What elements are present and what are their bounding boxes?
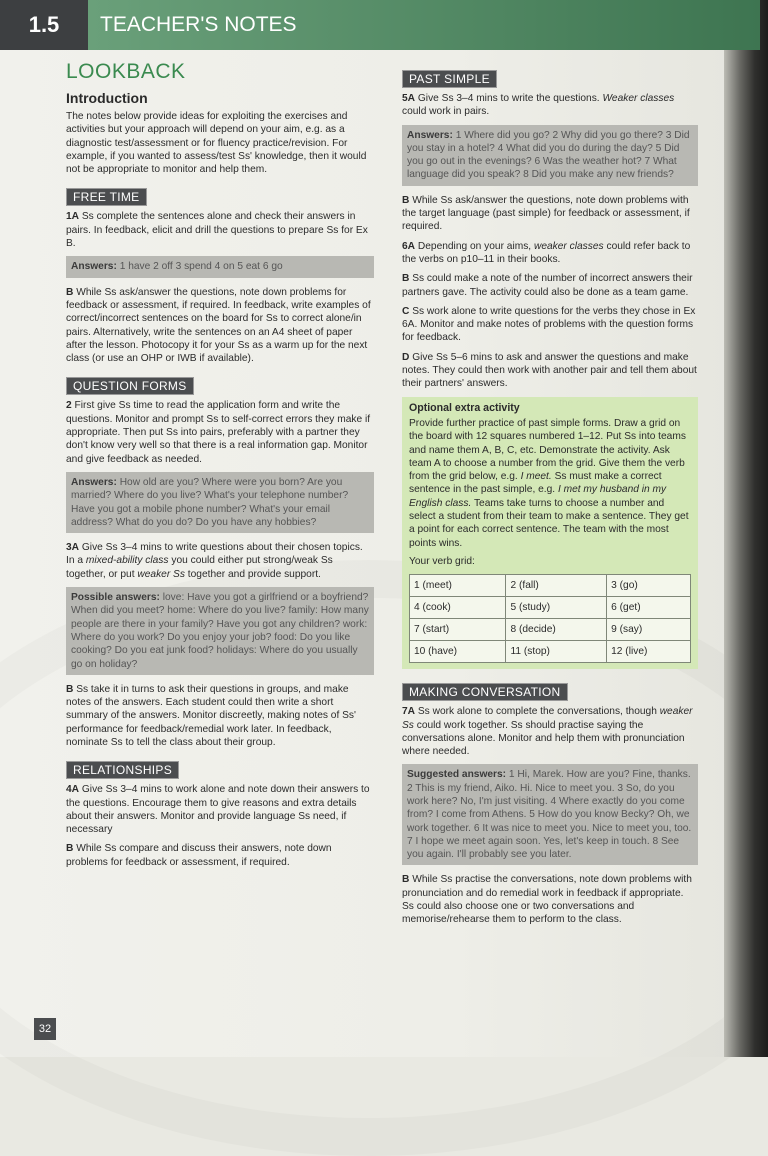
introduction-text: The notes below provide ideas for exploiting the exercises and activities but your approach will depend on your aim, e.g. as a diagnostic test/assessment or for fluency practice/revision. For example, if you wanted to assess/test Ss' knowledge, then it would not be appropriate to monitor and help them.	[66, 111, 367, 176]
exercise-text: Depending on your aims,	[417, 240, 532, 252]
exercise-2	[66, 399, 374, 465]
exercise-4a	[66, 783, 374, 836]
exercise-tag: D	[402, 351, 410, 363]
exercise-text: Ss work alone to complete the conversations, though	[417, 706, 657, 718]
exercise-text: While Ss ask/answer the questions, note down problems for feedback or assessment, if required. In feedback, write examples of correct/incorrect sentences on the board for Ss to correct alone/in pairs. Alternatively, write the sentences on an A4 sheet of paper after the lesson. Photocopy it for your Ss as a warm up for the next class (or use an OHP or IWB if available).	[66, 286, 371, 365]
exercise-tag: 4A	[66, 784, 80, 796]
exercise-tag: B	[402, 874, 410, 886]
optional-text: Teams take turns to choose a number and select a student from their team to make a sentence. They get a point for each correct sentence. The team with the most points wins.	[409, 497, 689, 549]
exercise-text: could refer back to the verbs on p10–11 in their books.	[402, 240, 691, 265]
answers-label: Answers:	[71, 476, 117, 488]
answers-label: Possible answers:	[71, 592, 160, 604]
verb-grid-row	[410, 619, 691, 641]
verb-grid-row	[410, 641, 691, 663]
verb-grid-cell: 10 (have)	[410, 641, 506, 663]
left-column	[66, 60, 374, 875]
optional-activity-title: Optional extra activity	[409, 401, 520, 414]
verb-grid-cell: 4 (cook)	[410, 597, 506, 619]
verb-grid-cell: 8 (decide)	[506, 619, 607, 641]
exercise-text: Give Ss 3–4 mins to work alone and note down their answers to the questions. Encourage them to give reasons and extra details about their answers. Monitor and provide language Ss need, if necessary	[66, 784, 370, 836]
exercise-6a	[402, 240, 698, 267]
verb-grid-cell: 2 (fall)	[506, 575, 607, 597]
answers-label: Answers:	[407, 129, 453, 141]
page-header-title: TEACHER'S NOTES	[88, 0, 760, 50]
optional-activity-box	[402, 397, 698, 670]
optional-text: Ss must make a correct sentence in the past simple, e.g.	[409, 471, 662, 496]
section-number: 1.5	[0, 0, 88, 50]
suggested-answers-box-7a	[402, 764, 698, 865]
verb-grid-label: Your verb grid:	[409, 555, 475, 567]
exercise-emphasis: weaker Ss	[402, 706, 693, 731]
exercise-text: Ss complete the sentences alone and check their answers in pairs. In feedback, elicit and drill the questions to prepare Ss for Ex B.	[66, 211, 368, 250]
right-column	[402, 70, 698, 933]
verb-grid-cell: 7 (start)	[410, 619, 506, 641]
possible-answers-box-3a	[66, 587, 374, 675]
exercise-emphasis: Weaker classes	[602, 93, 675, 104]
exercise-tag: B	[66, 683, 74, 695]
exercise-text: together and provide support.	[187, 568, 321, 580]
answers-label: Suggested answers:	[407, 769, 507, 781]
exercise-tag: B	[402, 194, 410, 206]
verb-grid-cell: 1 (meet)	[410, 575, 506, 597]
section-label-past-simple: PAST SIMPLE	[402, 70, 497, 88]
answers-text: 1 Hi, Marek. How are you? Fine, thanks. 2 This is my friend, Aiko. Hi. Nice to meet you. 3 So, do you work here? No, I'm just visiting. 4 Where exactly do you come from? I come from Athens. 5 How do you know Becky? Oh, we work together. 6 It was nice to meet you. Nice to meet you, too. 7 I hope we meet again soon. Yes, let's keep in touch. 8 See you again. I'll probably see you later.	[407, 769, 692, 861]
exercise-tag: B	[66, 286, 74, 298]
exercise-tag: 2	[66, 400, 72, 412]
exercise-text: Ss could make a note of the number of incorrect answers their partners gave. The activity could also be done as a team game.	[402, 273, 693, 298]
exercise-7a	[402, 705, 698, 758]
exercise-text: Ss take it in turns to ask their questions in groups, and make notes of the answers. Each student could then write a short summary of the answers. Monitor discreetly, making notes of Ss' performance for feedback/remedial work later. In feedback, nominate Ss to tell the class about their group.	[66, 683, 356, 748]
verb-grid-cell: 9 (say)	[607, 619, 691, 641]
exercise-1a	[66, 210, 374, 250]
verb-grid-cell: 3 (go)	[607, 575, 691, 597]
optional-emphasis: I meet.	[520, 471, 552, 483]
exercise-text: Give Ss 3–4 mins to write the questions.	[417, 93, 600, 104]
exercise-1b	[66, 286, 374, 366]
exercise-tag: C	[402, 305, 410, 317]
exercise-text: Give Ss 5–6 mins to ask and answer the questions and make notes. They could then work with another pair and tell them about their partners' answers.	[402, 351, 697, 390]
verb-grid-row	[410, 575, 691, 597]
exercise-4b	[66, 842, 374, 869]
verb-grid-cell: 5 (study)	[506, 597, 607, 619]
exercise-text: Ss work alone to write questions for the verbs they chose in Ex 6A. Monitor and make notes of problems with the question forms for feedback.	[402, 305, 696, 344]
page-number: 32	[34, 1018, 56, 1040]
exercise-emphasis: mixed-ability class	[85, 555, 169, 567]
exercise-5b	[402, 194, 698, 234]
exercise-text: While Ss practise the conversations, note down problems with pronunciation and do remedial work in feedback if appropriate. Ss could also choose one or two conversations and memorise/rehearse them to perform to the class.	[402, 874, 692, 926]
section-label-making-conversation: MAKING CONVERSATION	[402, 683, 568, 701]
answers-box-5a	[402, 125, 698, 186]
answers-text: love: Have you got a girlfriend or a boyfriend? When did you meet? home: Where do you live? family: How many people are there in your family? Have you got any children? work: Where do you work? Do you enjoy your job? food: Do you like cooking? Do you eat junk food? holidays: Where do you usually go on holiday?	[71, 592, 369, 670]
exercise-tag: 5A	[402, 93, 416, 104]
exercise-text: you could either put strong/weak Ss together, or put	[66, 555, 333, 580]
verb-grid-cell: 6 (get)	[607, 597, 691, 619]
optional-text: Provide further practice of past simple forms. Draw a grid on the board with 12 squares numbered 1–12. Put Ss into teams and name them A, B, C, etc. Demonstrate the activity. Ask team A to choose a number from the grid. Give them the verb from the grid below, e.g.	[409, 417, 686, 483]
exercise-7b	[402, 873, 698, 926]
answers-text: How old are you? Where were you born? Are you married? Where do you live? What's your telephone number? Have you got a mobile phone number? What's your email address? What do you do? Do you have any hobbies?	[71, 476, 349, 528]
section-label-relationships: RELATIONSHIPS	[66, 761, 179, 779]
exercise-text: could work in pairs.	[402, 106, 490, 118]
exercise-6c	[402, 305, 698, 345]
book-binding-shadow	[724, 0, 768, 1057]
verb-grid	[409, 574, 691, 663]
verb-grid-cell: 11 (stop)	[506, 641, 607, 663]
lookback-heading: LOOKBACK	[66, 60, 186, 83]
exercise-text: First give Ss time to read the application form and write the questions. Monitor and prompt Ss to self-correct errors they make if appropriate. Then put Ss into pairs, preferably with a partner they don't know very well so that there is a real information gap. Monitor and give feedback as needed.	[66, 400, 371, 465]
exercise-text: could work together. Ss should practise saying the conversations alone. Monitor and help them with pronunciation where needed.	[402, 719, 685, 758]
answers-text: 1 Where did you go? 2 Why did you go there? 3 Did you stay in a hotel? 4 What did you do during the day? 5 Did you go out in the evenings? 6 Was the weather hot? 7 What language did you speak? 8 Did you make any new friends?	[407, 129, 690, 181]
exercise-emphasis: weaker classes	[533, 240, 604, 252]
exercise-tag: 3A	[66, 542, 80, 554]
verb-grid-row	[410, 597, 691, 619]
answers-box-1a	[66, 256, 374, 277]
exercise-emphasis: weaker Ss	[137, 568, 185, 580]
answers-box-2	[66, 472, 374, 533]
answers-label: Answers:	[71, 261, 117, 273]
optional-emphasis: I met my husband in my English class.	[409, 484, 667, 509]
exercise-tag: B	[66, 843, 74, 855]
exercise-tag: 6A	[402, 240, 416, 252]
section-label-free-time: FREE TIME	[66, 188, 147, 206]
exercise-text: Give Ss 3–4 mins to write questions about their chosen topics. In a	[66, 542, 363, 567]
answers-text: 1 have 2 off 3 spend 4 on 5 eat 6 go	[119, 261, 283, 273]
exercise-text: While Ss compare and discuss their answers, note down problems for feedback or assessment, if required.	[66, 843, 332, 868]
exercise-tag: 1A	[66, 211, 80, 223]
exercise-3b	[66, 683, 374, 749]
exercise-tag: B	[402, 273, 410, 285]
exercise-tag: 7A	[402, 706, 416, 718]
verb-grid-cell: 12 (live)	[607, 641, 691, 663]
exercise-text: While Ss ask/answer the questions, note down problems with the target language (past simple) for feedback or assessment, if required.	[402, 194, 690, 233]
exercise-6d	[402, 351, 698, 391]
section-label-question-forms: QUESTION FORMS	[66, 377, 194, 395]
introduction-heading: Introduction	[66, 90, 148, 106]
exercise-5a	[402, 92, 698, 119]
exercise-3a	[66, 541, 374, 581]
exercise-6b	[402, 272, 698, 299]
